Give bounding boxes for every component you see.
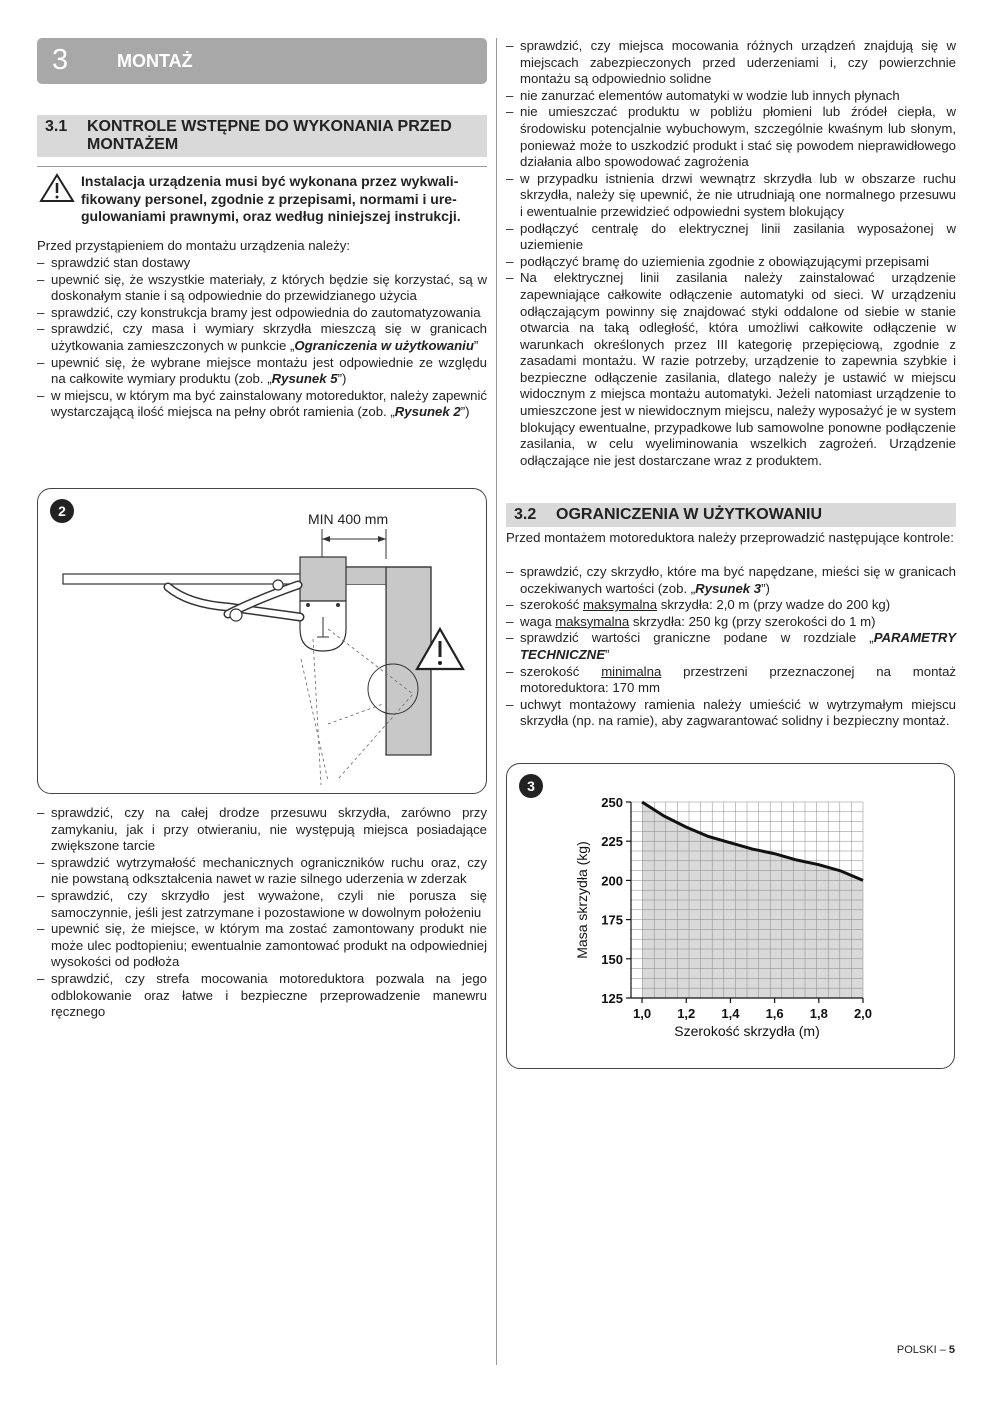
list-item bbox=[37, 355, 487, 388]
warning-line: gulowaniami prawnymi, oraz według niniejszej instrukcji. bbox=[81, 208, 461, 225]
list-item-text-end: skrzydła: 250 kg (przy szerokości do 1 m) bbox=[629, 613, 876, 629]
section-3-2-header bbox=[506, 503, 956, 527]
chapter-title: MONTAŻ bbox=[117, 51, 193, 71]
chart-y-tick-label: 150 bbox=[601, 951, 623, 967]
gate-arm-diagram bbox=[38, 489, 488, 795]
chart-y-tick-label: 200 bbox=[601, 873, 623, 889]
list-item bbox=[506, 221, 956, 254]
list-item bbox=[37, 971, 487, 1021]
warning-text bbox=[81, 173, 487, 226]
figure-3 bbox=[506, 763, 955, 1069]
list-item bbox=[506, 614, 956, 631]
list-item-text: sprawdzić, czy na całej drodze przesuwu skrzydła, zarówno przy zamykaniu, jak i przy otwieraniu, nie występują miejsca posiadające zwiększone tarcie bbox=[51, 805, 487, 854]
chart-x-tick-label: 1,6 bbox=[765, 1006, 784, 1021]
list-item bbox=[37, 855, 487, 888]
list-item bbox=[506, 697, 956, 730]
page-footer bbox=[897, 1344, 955, 1356]
checklist-a bbox=[37, 255, 487, 421]
list-item-text-end: ”) bbox=[337, 371, 347, 387]
section-rule bbox=[37, 166, 487, 167]
mass-width-chart bbox=[507, 764, 956, 1070]
section-3-1-header bbox=[37, 115, 487, 157]
checklist-d bbox=[506, 564, 956, 730]
list-item bbox=[37, 255, 487, 272]
list-item-text-end: ” bbox=[473, 337, 479, 353]
footer-language: POLSKI – bbox=[896, 1344, 949, 1356]
list-item-text: nie umieszczać produktu w pobliżu płomieni lub źródeł ciepła, w środowisku potencjalnie wybuchowym, szczególnie kwaśnym lub słonym, ponieważ może to uszkodzić produkt i stać się powodem nieprawidłowego działania albo spowodować zagrożenia bbox=[520, 104, 956, 170]
section-3-2-intro: Przed montażem motoreduktora należy przeprowadzić następujące kontrole: bbox=[506, 530, 954, 545]
list-item-text: nie zanurzać elementów automatyki w wodzie lub innych płynach bbox=[520, 87, 900, 103]
list-item-text-end: ”) bbox=[761, 580, 770, 596]
list-item-text: uchwyt montażowy ramienia należy umieścić w wytrzymałym miejscu skrzydła (np. na ramie), aby zagwarantować solidny i bezpieczny montaż. bbox=[520, 696, 956, 729]
list-item-text: upewnić się, że miejsce, w którym ma zostać zamontowany produkt nie może ulec podtopieniu; ewentualnie zamontować produkt na odpowiedniej wysokości od podłoża bbox=[51, 921, 487, 970]
list-item bbox=[506, 564, 956, 597]
list-item bbox=[37, 321, 487, 354]
checklist-b bbox=[37, 805, 487, 1021]
list-item-text: sprawdzić, czy miejsca mocowania różnych urządzeń znajdują się w miejscach zabezpieczonych przed uderzeniami i, czy powierzchnie montażu są odpowiednio solidne bbox=[520, 38, 956, 87]
chart-x-tick-label: 1,0 bbox=[633, 1006, 652, 1021]
section-title: OGRANICZENIA W UŻYTKOWANIU bbox=[556, 506, 823, 523]
list-item bbox=[37, 888, 487, 921]
page-number: 5 bbox=[948, 1344, 955, 1356]
list-item bbox=[37, 272, 487, 305]
list-item-text: w miejscu, w którym ma być zainstalowany motoreduktor, należy zapewnić wystarczającą ilość miejsca na pełny obrót ramienia (zob. „ bbox=[51, 387, 487, 420]
list-item bbox=[506, 254, 956, 271]
chart-x-tick-label: 1,8 bbox=[809, 1006, 828, 1021]
list-item-underlined: minimalna bbox=[601, 663, 662, 679]
chart-y-tick-label: 225 bbox=[601, 834, 623, 850]
chart-y-tick-label: 250 bbox=[601, 795, 623, 810]
section-number: 3.1 bbox=[45, 118, 68, 135]
section-title bbox=[87, 118, 452, 154]
chart-x-tick-label: 1,2 bbox=[677, 1006, 696, 1021]
list-item-text: sprawdzić wytrzymałość mechanicznych ograniczników ruchu oraz, czy nie powstaną odkształcenia nawet w razie silnego uderzenia w zderzak bbox=[51, 854, 487, 887]
list-item-text: podłączyć centralę do elektrycznej linii zasilania wyposażonej w uziemienie bbox=[520, 220, 956, 253]
list-item-reference: Ograniczenia w użytkowaniu bbox=[294, 337, 474, 353]
list-item-text: szerokość bbox=[520, 663, 602, 679]
figure-badge: 2 bbox=[50, 499, 74, 523]
figure-2 bbox=[37, 488, 487, 794]
section-title-line-1: KONTROLE WSTĘPNE DO WYKONANIA PRZED bbox=[87, 118, 452, 135]
chart-x-tick-label: 1,4 bbox=[721, 1006, 740, 1021]
list-item-text-end: ” bbox=[605, 646, 610, 662]
list-item-underlined: maksymalna bbox=[583, 597, 658, 613]
list-item-text: upewnić się, że wybrane miejsce montażu jest odpowiednie ze względu na całkowite wymiary produktu (zob. „ bbox=[51, 354, 487, 387]
warning-triangle-icon bbox=[39, 173, 75, 203]
dimension-label: MIN 400 mm bbox=[308, 511, 389, 527]
chart-x-tick-label: 2,0 bbox=[853, 1006, 873, 1021]
warning-line: fikowany personel, zgodnie z przepisami, normami i ure- bbox=[81, 190, 457, 207]
list-item bbox=[506, 88, 956, 105]
checklist-c bbox=[506, 38, 956, 469]
list-item-underlined: maksymalna bbox=[555, 613, 630, 629]
list-item-text: sprawdzić, czy skrzydło jest wyważone, czyli nie porusza się samoczynnie, jeśli jest zatrzymane i pozostawione w dowolnym położeniu bbox=[51, 887, 487, 920]
list-item-text: szerokość bbox=[520, 597, 584, 613]
list-item-text: Na elektrycznej linii zasilania należy zainstalować urządzenie zapewniające całkowite odłączenie automatyki od sieci. W urządzeniu odłączającym powinny się znajdować styki oddalone od siebie w stanie otwarcia na taką odległość, która umożliwi całkowite odłączenie w warunkach określonych przez III kategorię przepięciową, zgodnie z zasadami montażu. W razie potrzeby, urządzenie to zapewnia szybkie i bezpieczne odłączenie zasilania, dlatego należy je ustawić w miejscu widocznym z miejsca montażu automatyki. Jeżeli natomiast urządzenie to umieszczone jest w niewidocznym miejscu, należy wyposażyć je w system blokujący ewentualne, przypadkowe lub samowolne ponowne podłączenie zasilania, w celu wyeliminowania wszelkich zagrożeń. Urządzenie odłączające nie jest dostarczane wraz z produktem. bbox=[520, 270, 956, 468]
chart-y-axis-label: Masa skrzydła (kg) bbox=[574, 841, 590, 959]
list-item-text: sprawdzić stan dostawy bbox=[51, 255, 191, 270]
figure-badge: 3 bbox=[519, 774, 543, 798]
list-item bbox=[506, 171, 956, 221]
list-item bbox=[506, 104, 956, 170]
list-item-text: waga bbox=[520, 613, 556, 629]
intro-text: Przed przystąpieniem do montażu urządzenia należy: bbox=[37, 238, 351, 253]
chapter-number: 3 bbox=[52, 44, 69, 76]
chart-y-tick-label: 125 bbox=[601, 991, 623, 1006]
warning-line: Instalacja urządzenia musi być wykonana przez wykwali- bbox=[81, 173, 459, 189]
chart-x-axis-label: Szerokość skrzydła (m) bbox=[674, 1023, 820, 1039]
list-item-text: sprawdzić, czy masa i wymiary skrzydła mieszczą się w granicach użytkowania zamieszczonych w punkcie „ bbox=[51, 321, 487, 353]
chapter-header bbox=[37, 38, 487, 84]
column-divider bbox=[496, 38, 497, 1365]
list-item bbox=[37, 921, 487, 971]
list-item bbox=[506, 630, 956, 663]
list-item-reference: Rysunek 3 bbox=[695, 580, 762, 596]
list-item-text: upewnić się, że wszystkie materiały, z których będzie się korzystać, są w doskonałym stanie i są odpowiednie do przewidzianego użycia bbox=[51, 271, 487, 304]
list-item bbox=[506, 597, 956, 614]
list-item-text-end: ”) bbox=[460, 404, 470, 420]
list-item-text: sprawdzić, czy strefa mocowania motoreduktora pozwala na jego odblokowanie oraz łatwe i bezpieczne przeprowadzenie manewru ręcznego bbox=[51, 970, 487, 1020]
list-item-text-end: przestrzeni przeznaczonej na montaż motoreduktora: 170 mm bbox=[520, 663, 956, 696]
list-item-text: podłączyć bramę do uziemienia zgodnie z obowiązującymi przepisami bbox=[520, 253, 930, 269]
section-number: 3.2 bbox=[514, 506, 537, 523]
list-item bbox=[37, 388, 487, 421]
list-item-text: sprawdzić, czy skrzydło, które ma być napędzane, mieści się w granicach oczekiwanych wartości (zob. „ bbox=[520, 564, 956, 596]
list-item bbox=[506, 664, 956, 697]
list-item-text: w przypadku istnienia drzwi wewnątrz skrzydła lub w obszarze ruchu skrzydła, należy się upewnić, że nie utrudniają one normalnego przesuwu i ewentualnie przewidzieć odpowiedni system blokujący bbox=[520, 170, 956, 219]
list-item-reference: PARAMETRY TECHNICZNE bbox=[520, 630, 956, 662]
list-item-text-end: skrzydła: 2,0 m (przy wadze do 200 kg) bbox=[657, 597, 891, 613]
section-title-line-2: MONTAŻEM bbox=[87, 136, 179, 153]
list-item bbox=[37, 305, 487, 322]
list-item-reference: Rysunek 2 bbox=[394, 404, 461, 420]
list-item-text: sprawdzić, czy konstrukcja bramy jest odpowiednia do zautomatyzowania bbox=[51, 304, 481, 320]
list-item-text: sprawdzić wartości graniczne podane w rozdziale „ bbox=[520, 630, 874, 646]
list-item bbox=[506, 270, 956, 469]
chart-y-tick-label: 175 bbox=[601, 912, 623, 928]
list-item bbox=[37, 805, 487, 855]
list-item bbox=[506, 38, 956, 88]
list-item-reference: Rysunek 5 bbox=[271, 371, 338, 387]
